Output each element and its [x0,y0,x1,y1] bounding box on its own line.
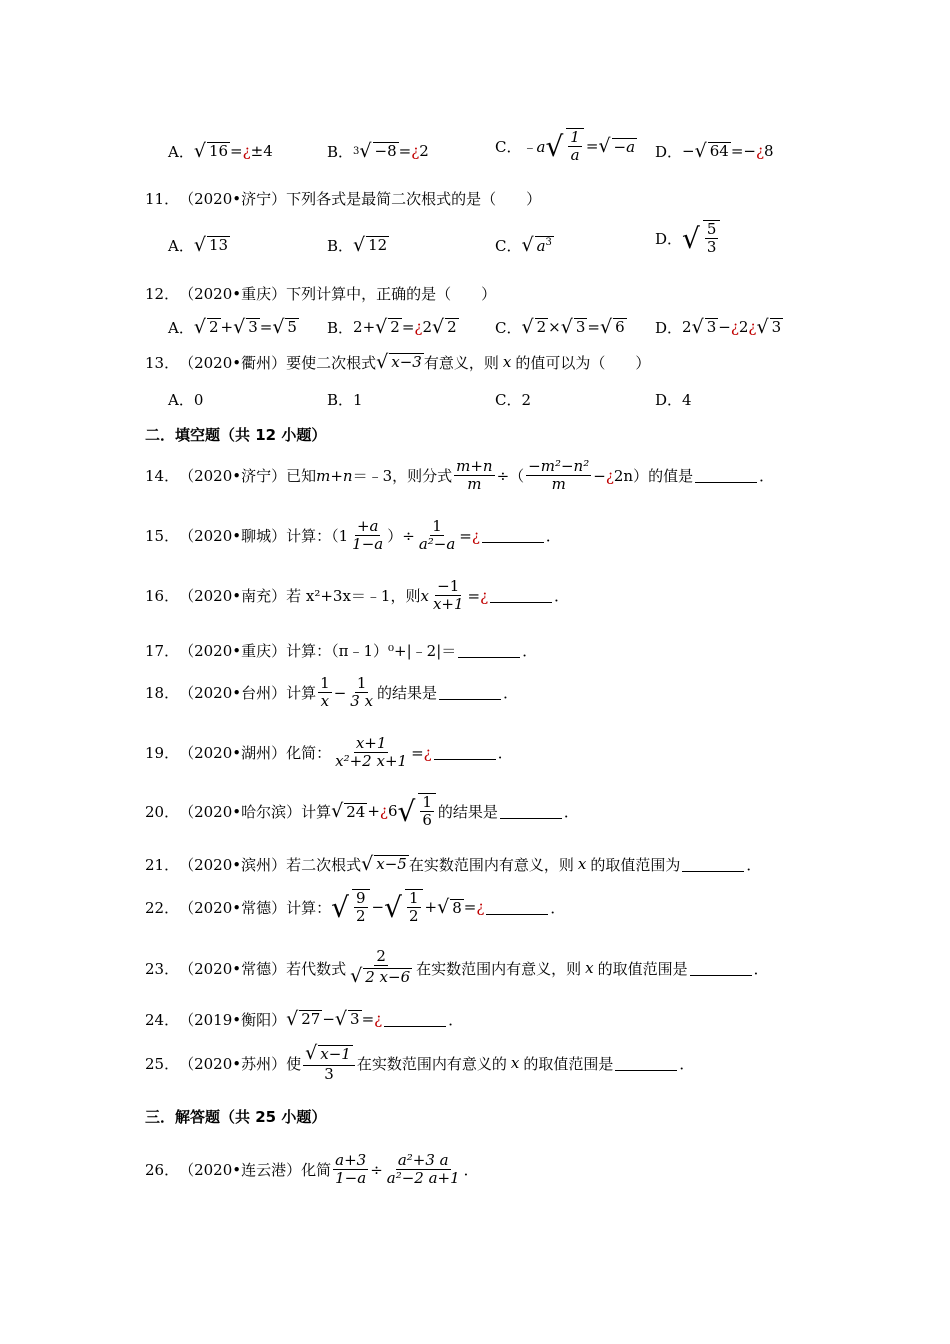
radical: √ 13 [193,234,229,256]
q13-option-b: B．1 [327,391,363,409]
radical: √ $a^3$ [521,234,552,256]
section-heading: 三．解答题（共 25 小题） [145,1108,327,1126]
q13-option-d: D．4 [655,391,692,409]
option-label: C． [495,137,522,156]
question-20: 20． （2020•哈尔滨） 计算 √ 24 + ¿ 6 √ $\frac{1}{6}$ 的结果是 ． [145,793,579,830]
radical: √ 16 [193,140,229,162]
q12-option-a: A． √ 2 + √ 3 = √ 5 [168,316,297,338]
q13-option-c: C．2 [495,391,532,409]
question-24: 24． （2019•衡阳） √ 27 − √ 3 = ¿ ． [145,1008,464,1030]
radical: √ 12 [353,234,388,256]
question-21: 21． （2020•滨州） 若二次根式 √ x−5 在实数范围内有意义，则 x 的取值范围为 ． [145,853,762,875]
q11-option-c: C． √ $a^3$ [495,234,552,256]
q10-option-a: A． √ 16 = ¿ ±4 [168,140,273,162]
answer-blank [486,900,548,915]
question-23: 23． （2020•常德） 若代数式 2 √ 2 x−6 在实数范围内有意义，则 x 的取值范围是 ． [145,947,769,988]
question-12: 12． （2020•重庆） 下列计算中，正确的是（ ） [145,285,497,303]
question-18: 18． （2020•台州） 计算 $\frac{1}{x}$ − $\frac{1}{3 x}$ 的结果是 ． [145,674,519,711]
q13-option-a: A．0 [168,391,204,409]
q11-option-b: B． √ 12 [327,234,388,256]
option-label: B． [327,142,354,161]
question-15: 15． （2020•聊城） 计算：（1 $\frac{+a}{1-a}$ ）÷ $\frac{1}{\text{a²−a}}$ = ¿ ． [145,517,561,554]
answer-blank [439,685,501,700]
q11-option-d: D． √ $\frac{5}{3}$ [655,220,722,257]
question-number: 11． [145,190,180,208]
answer-blank [490,588,552,603]
radical: √ $\frac{5}{3}$ [682,220,722,257]
question-17: 17． （2020•重庆） 计算：（π﹣1）⁰+|﹣2|＝ ． [145,642,538,660]
answer-blank [690,961,752,976]
question-11 [145,188,541,209]
question-19: 19． （2020•湖州） 化简： $\frac{x+1}{\text{x²+2 x+1}}$ = ¿ ． [145,734,513,771]
answer-blank [615,1056,677,1071]
answer-blank [482,528,544,543]
question-13: 13． （2020•衢州） 要使二次根式 √ x−3 有意义，则 x 的值可以为（ ） [145,351,651,373]
answer-blank [682,857,744,872]
option-label: D． [655,142,683,161]
q10-option-d: D． − √ 64 =− ¿ 8 [655,140,774,162]
question-25: 25． （2020•苏州） 使 √ x−1 3 在实数范围内有意义的 x 的取值范围是 ． [145,1042,695,1083]
question-text: 下列各式是最简二次根式的是（ ） [286,190,542,208]
option-label: A． [168,142,194,161]
answer-blank [500,804,562,819]
question-22: 22． （2020•常德） 计算： √ $\frac{9}{2}$ − √ $\frac{1}{2}$ + √ 8 = ¿ ． [145,889,566,926]
answer-blank [695,468,757,483]
question-26: 26． （2020•连云港） 化简 $\frac{a+3}{1-a}$ ÷ $\frac{\text{a²+3 a}}{\text{a²−2 a+1}}$ ． [145,1151,479,1188]
answer-blank [384,1012,446,1027]
q10-option-b: B． 3 √ −8 = ¿ 2 [327,140,429,162]
radical: √ 64 [694,140,729,162]
q12-option-c: C． √ 2 × √ 3 = √ 6 [495,316,625,338]
radical: √ −a [598,135,636,158]
question-16: 16． （2020•南充） 若 x²+3x＝﹣1，则 x $\frac{-1}{x+1}$ = ¿ ． [145,577,570,614]
radical: √ $\frac{1}{a}$ [545,128,585,165]
q12-option-b: B． 2+ √ 2 = ¿ 2 √ 2 [327,316,457,338]
q10-option-c: C． ﹣a √ $\frac{1}{a}$ = √ −a [495,128,636,165]
question-source: （2020•济宁） [179,190,287,208]
answer-blank [458,643,520,658]
q11-option-a: A． √ 13 [168,234,229,256]
radical: √ −8 [359,140,397,162]
q12-option-d: D． 2 √ 3 − ¿ 2 ¿ √ 3 [655,316,782,338]
section-heading: 二．填空题（共 12 小题） [145,426,327,444]
answer-blank [434,745,496,760]
question-14: 14． （2020•济宁） 已知 m+n ＝﹣3，则分式 $\frac{m+n}{m}$ ÷（ $\frac{\text{−m²−n²}}{m}$ − ¿ 2n）的值是 ． [145,457,775,494]
